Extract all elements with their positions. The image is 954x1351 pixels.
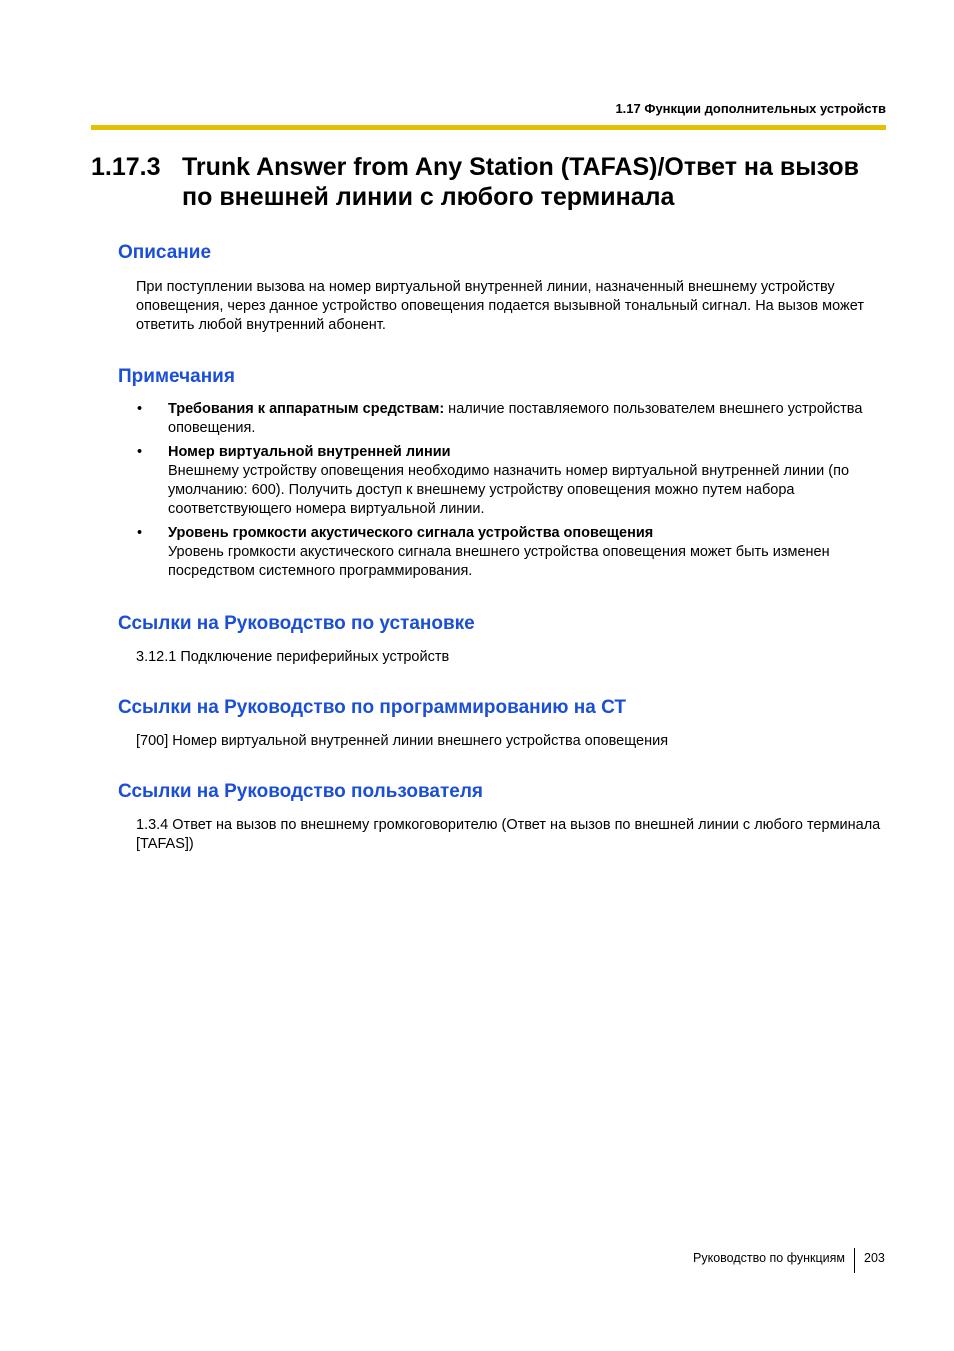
installation-refs-text: 3.12.1 Подключение периферийных устройств bbox=[136, 649, 450, 665]
user-refs-heading: Ссылки на Руководство пользователя bbox=[118, 781, 483, 802]
user-refs-text: 1.3.4 Ответ на вызов по внешнему громкоговорителю (Ответ на вызов по внешней линии с любого терминала [TAFAS]) bbox=[136, 817, 881, 852]
list-item bbox=[136, 443, 896, 519]
programming-refs-heading: Ссылки на Руководство по программированию на СТ bbox=[118, 697, 626, 718]
section-title-text: Trunk Answer from Any Station (TAFAS)/Ответ на вызов по внешней линии с любого терминала bbox=[182, 153, 860, 211]
header-rule bbox=[91, 125, 886, 130]
bullet-icon: • bbox=[137, 444, 143, 460]
description-heading: Описание bbox=[118, 242, 212, 263]
installation-refs-heading: Ссылки на Руководство по установке bbox=[118, 613, 475, 634]
running-header: 1.17 Функции дополнительных устройств bbox=[615, 101, 886, 116]
footer-separator bbox=[854, 1248, 855, 1273]
programming-refs-text: [700] Номер виртуальной внутренней линии внешнего устройства оповещения bbox=[136, 733, 669, 749]
note-text: Внешнему устройству оповещения необходимо назначить номер виртуальной внутренней линии (по умолчанию: 600). Получить доступ к внешнему устройству оповещения можно путем набора соответствующего номера виртуальной линии. bbox=[168, 463, 850, 517]
note-text: наличие поставляемого пользователем внешнего устройства оповещения. bbox=[168, 401, 863, 436]
note-bold-label: Номер виртуальной внутренней линии bbox=[168, 444, 451, 460]
footer-manual-name: Руководство по функциям bbox=[693, 1251, 845, 1265]
notes-heading: Примечания bbox=[118, 366, 235, 387]
notes-list bbox=[136, 400, 896, 586]
bullet-icon: • bbox=[137, 525, 143, 541]
footer-page-number: 203 bbox=[864, 1251, 885, 1265]
note-bold-label: Уровень громкости акустического сигнала устройства оповещения bbox=[168, 525, 654, 541]
note-bold-label: Требования к аппаратным средствам: bbox=[168, 401, 445, 417]
description-text: При поступлении вызова на номер виртуальной внутренней линии, назначенный внешнему устройству оповещения, через данное устройство оповещения подается вызывной тональный сигнал. На вызов может ответить любой внутренний абонент. bbox=[136, 279, 864, 333]
list-item bbox=[136, 524, 896, 581]
bullet-icon: • bbox=[137, 401, 143, 417]
note-text: Уровень громкости акустического сигнала внешнего устройства оповещения может быть изменен посредством системного программирования. bbox=[168, 544, 830, 579]
list-item bbox=[136, 400, 896, 438]
section-number: 1.17.3 bbox=[91, 153, 161, 181]
